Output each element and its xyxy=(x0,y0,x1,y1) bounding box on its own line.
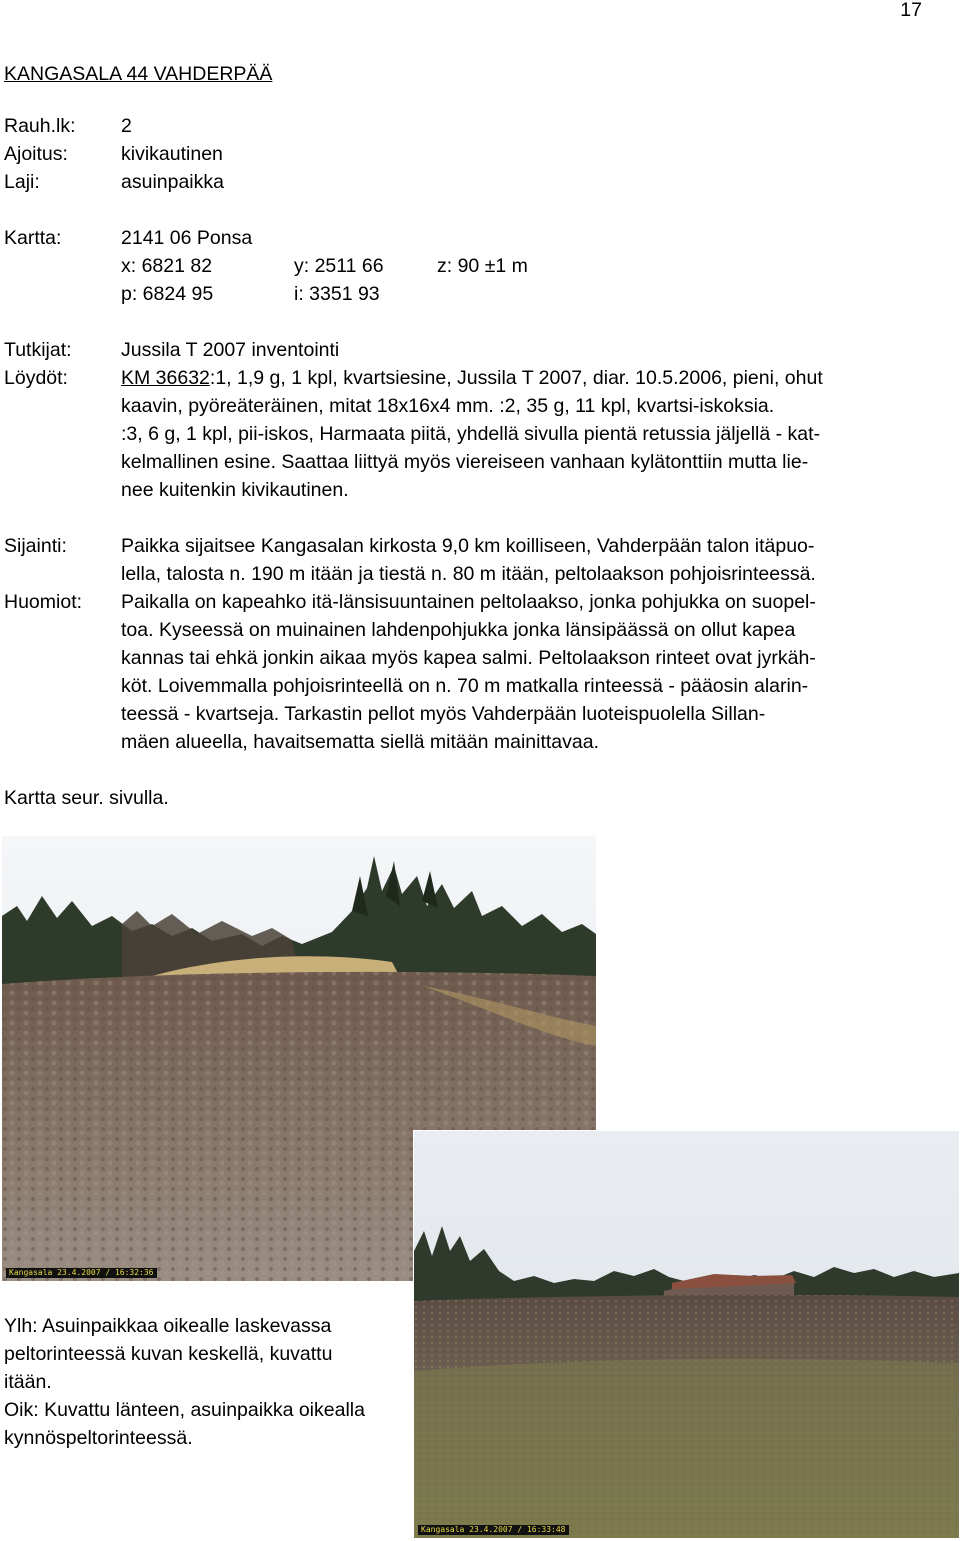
coord-i: i: 3351 93 xyxy=(294,283,380,305)
sijainti-label: Sijainti: xyxy=(4,535,67,557)
caption-line-4: Oik: Kuvattu länteen, asuinpaikka oikealla xyxy=(4,1399,365,1421)
laji-label: Laji: xyxy=(4,171,40,193)
huomiot-line-4: köt. Loivemmalla pohjoisrinteellä on n. 70 m matkalla rinteessä - pääosin alarin- xyxy=(121,675,809,697)
map-note: Kartta seur. sivulla. xyxy=(4,787,169,809)
caption-line-5: kynnöspeltorinteessä. xyxy=(4,1427,193,1449)
huomiot-line-3: kannas tai ehkä jonkin aikaa myös kapea salmi. Peltolaakson rinteet ovat jyrkäh- xyxy=(121,647,816,669)
field-photo-west xyxy=(413,1130,960,1539)
sijainti-line-1: Paikka sijaitsee Kangasalan kirkosta 9,0 km koilliseen, Vahderpään talon itäpuo- xyxy=(121,535,815,557)
loydot-line-1-text: :1, 1,9 g, 1 kpl, kvartsiesine, Jussila T 2007, diar. 10.5.2006, pieni, ohut xyxy=(209,367,823,389)
coord-y: y: 2511 66 xyxy=(294,255,384,277)
photo-timestamp: Kangasala 23.4.2007 / 16:33:48 xyxy=(418,1525,569,1535)
huomiot-line-2: toa. Kyseessä on muinainen lahdenpohjukka jonka länsipäässä on ollut kapea xyxy=(121,619,796,641)
page-title: KANGASALA 44 VAHDERPÄÄ xyxy=(4,63,273,85)
huomiot-line-5: teessä - kvartseja. Tarkastin pellot myös Vahderpään luoteispuolella Sillan- xyxy=(121,703,766,725)
loydot-line-3: :3, 6 g, 1 kpl, pii-iskos, Harmaata piitä, yhdellä sivulla pientä retussia jäljellä - kat- xyxy=(121,423,821,445)
page-number: 17 xyxy=(900,0,922,21)
coord-x: x: 6821 82 xyxy=(121,255,213,277)
huomiot-line-1: Paikalla on kapeahko itä-länsisuuntainen peltolaakso, jonka pohjukka on suopel- xyxy=(121,591,816,613)
caption-line-1: Ylh: Asuinpaikkaa oikealle laskevassa xyxy=(4,1315,332,1337)
caption-line-2: peltorinteessä kuvan keskellä, kuvattu xyxy=(4,1343,333,1365)
rauh-label: Rauh.lk: xyxy=(4,115,76,137)
catalog-number: KM 36632 xyxy=(121,367,210,389)
ajoitus-label: Ajoitus: xyxy=(4,143,68,165)
kartta-label: Kartta: xyxy=(4,227,62,249)
loydot-line-5: nee kuitenkin kivikautinen. xyxy=(121,479,349,501)
rauh-value: 2 xyxy=(121,115,132,137)
loydot-line-4: kelmallinen esine. Saattaa liittyä myös viereiseen vanhaan kylätonttiin mutta lie- xyxy=(121,451,809,473)
huomiot-line-6: mäen alueella, havaitsematta siellä mitään mainittavaa. xyxy=(121,731,600,753)
tutkijat-value: Jussila T 2007 inventointi xyxy=(121,339,340,361)
sijainti-line-2: lella, talosta n. 190 m itään ja tiestä n. 80 m itään, peltolaakson pohjoisrinteessä. xyxy=(121,563,816,585)
coord-z: z: 90 ±1 m xyxy=(437,255,528,277)
coord-p: p: 6824 95 xyxy=(121,283,214,305)
photo-timestamp: Kangasala 23.4.2007 / 16:32:36 xyxy=(6,1268,157,1278)
huomiot-label: Huomiot: xyxy=(4,591,83,613)
loydot-label: Löydöt: xyxy=(4,367,68,389)
caption-line-3: itään. xyxy=(4,1371,52,1393)
loydot-line-2: kaavin, pyöreäteräinen, mitat 18x16x4 mm. :2, 35 g, 11 kpl, kvartsi-iskoksia. xyxy=(121,395,775,417)
kartta-value: 2141 06 Ponsa xyxy=(121,227,253,249)
loydot-line-1 xyxy=(121,364,823,392)
ajoitus-value: kivikautinen xyxy=(121,143,223,165)
laji-value: asuinpaikka xyxy=(121,171,224,193)
tutkijat-label: Tutkijat: xyxy=(4,339,72,361)
